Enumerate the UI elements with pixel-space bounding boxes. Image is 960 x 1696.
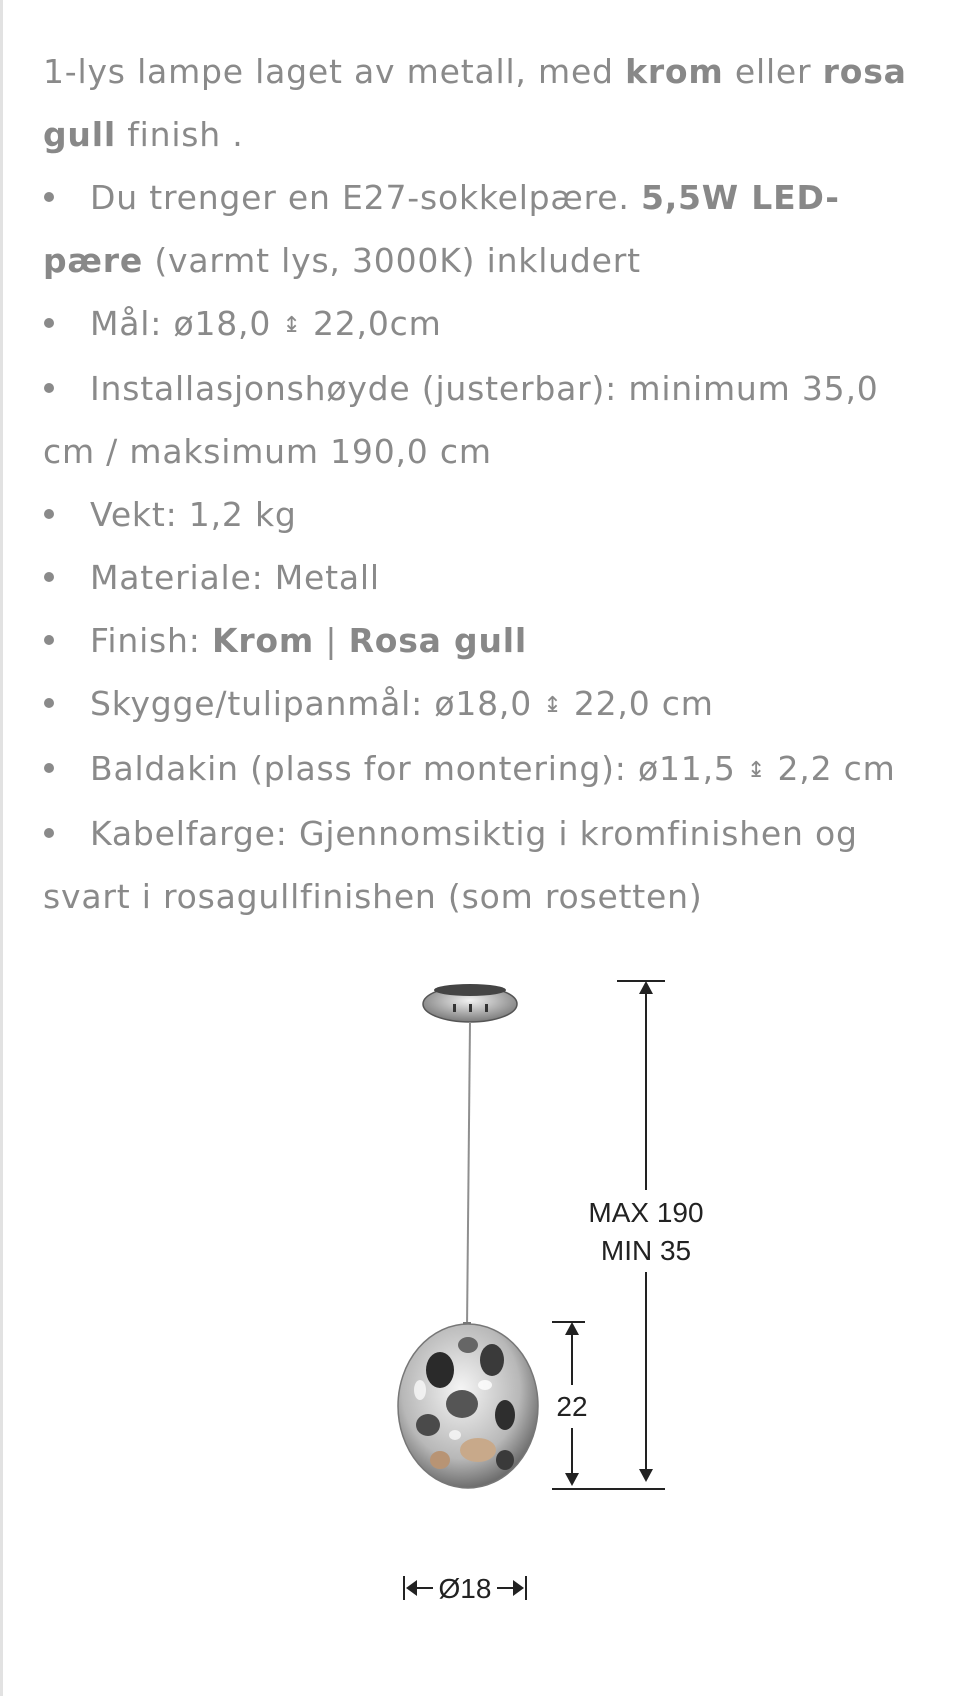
bullet-dot [44,698,54,708]
bullet-canopy-post: 2,2 cm [766,749,896,788]
bullet-shade-pre: Skygge/tulipanmål: ø18,0 [90,684,544,723]
bullet-canopy-pre: Baldakin (plass for montering): ø11,5 [90,749,747,788]
bullet-dimensions [43,292,923,357]
max-height-label: MAX 190 [588,1197,704,1228]
globe-shade [398,1322,538,1488]
bullet-weight [43,483,923,546]
intro-bold-rosa-gull: rosa gull [43,52,907,154]
canopy [423,984,517,1022]
product-description [43,40,923,928]
bullet-material [43,546,923,609]
bullet-cable-color [43,802,923,928]
bullet-install-height-text: Installasjonshøyde (justerbar): minimum 35,0 cm / maksimum 190,0 cm [43,369,879,471]
bullet-bulb-bold: 5,5W LED-pære [43,178,840,280]
bullet-dot [44,509,54,519]
bullet-bulb-tail: (varmt lys, 3000K) inkludert [143,241,641,280]
bullet-bulb [43,166,923,292]
bullet-shade [43,672,923,737]
bullet-weight-text: Vekt: 1,2 kg [90,495,297,534]
bullet-material-text: Materiale: Metall [90,558,380,597]
shade-height-label: 22 [556,1391,588,1422]
height-arrow-icon: ↨ [746,758,767,783]
bullet-finish-pre: Finish: [90,621,212,660]
bullet-cable-color-text: Kabelfarge: Gjennomsiktig i kromfinishen og svart i rosagullfinishen (som rosetten) [43,814,858,916]
bullet-dot [44,763,54,773]
diameter-label: Ø18 [438,1573,492,1604]
intro-text-2: eller [723,52,823,91]
bullet-dot [44,828,54,838]
bullet-dot [44,318,54,328]
lamp-dimension-diagram [0,960,960,1620]
intro-bold-krom: krom [625,52,724,91]
height-arrow-icon: ↨ [543,693,563,718]
bullet-bulb-text: Du trenger en E27-sokkelpære. [90,178,641,217]
bullet-finish [43,609,923,672]
bullet-dot [44,572,54,582]
intro-text-3: finish . [115,115,244,154]
bullet-install-height [43,357,923,483]
bullet-shade-post: 22,0 cm [562,684,714,723]
suspension-cable [467,1022,470,1328]
bullet-canopy [43,737,923,802]
finish-rosa-gull: Rosa gull [348,621,527,660]
bullet-dimensions-post: 22,0cm [301,304,442,343]
finish-separator: | [314,621,349,660]
intro-paragraph [43,40,923,166]
finish-krom: Krom [211,621,315,660]
height-arrow-icon: ↨ [282,313,302,338]
min-height-label: MIN 35 [600,1235,692,1266]
bullet-dot [44,635,54,645]
bullet-dot [44,192,54,202]
bullet-dot [44,383,54,393]
intro-text-1: 1-lys lampe laget av metall, med [43,52,626,91]
bullet-dimensions-pre: Mål: ø18,0 [90,304,283,343]
